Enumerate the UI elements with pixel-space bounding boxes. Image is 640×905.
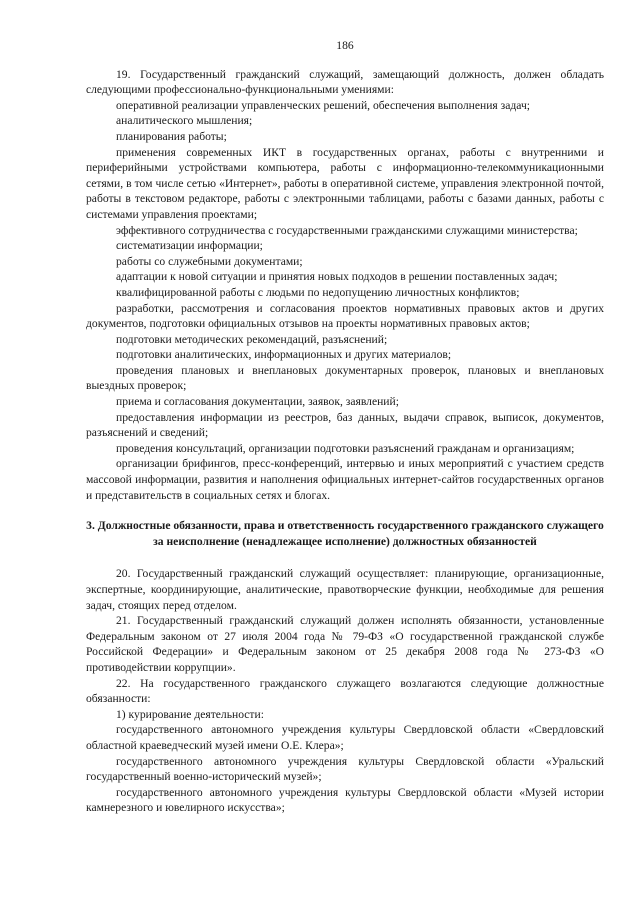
paragraph: государственного автономного учреждения культуры Свердловской области «Уральский государственный военно-исторический музей»; [86, 754, 604, 784]
paragraph: эффективного сотрудничества с государственными гражданскими служащими министерства; [116, 223, 578, 237]
paragraph: проведения плановых и внеплановых документарных проверок, плановых и внеплановых выездных проверок; [86, 363, 604, 393]
paragraph: государственного автономного учреждения культуры Свердловской области «Свердловский областной краеведческий музей имени О.Е. Клера»; [86, 723, 604, 752]
paragraph: 1) курирование деятельности: [116, 707, 264, 721]
paragraph: 19. Государственный гражданский служащий, замещающий должность, должен обладать следующими профессионально-функциональными умениями: [86, 67, 604, 97]
paragraph: адаптации к новой ситуации и принятия новых подходов в решении поставленных задач; [116, 270, 558, 284]
page-number: 186 [336, 39, 354, 52]
paragraph: систематизации информации; [116, 239, 263, 253]
paragraph: проведения консультаций, организации подготовки разъяснений гражданам и организациям; [116, 441, 575, 455]
paragraph: квалифицированной работы с людьми по недопущению личностных конфликтов; [116, 285, 520, 299]
paragraph: 20. Государственный гражданский служащий осуществляет: планирующие, организационные, экспертные, координирующие, аналитические, правотворческие функции, необходимые для решения задач, стоящих перед отделом. [86, 567, 604, 612]
paragraph: организации брифингов, пресс-конференций, интервью и иных мероприятий с участием средств массовой информации, развития и наполнения официальных интернет-сайтов государственных органов и представительств в социальных сетях и блогах. [86, 457, 604, 502]
paragraph: 22. На государственного гражданского служащего возлагаются следующие должностные обязанности: [86, 676, 604, 706]
paragraph: оперативной реализации управленческих решений, обеспечения выполнения задач; [116, 98, 531, 112]
paragraph: планирования работы; [116, 129, 227, 143]
paragraph: применения современных ИКТ в государственных органах, работы с внутренними и периферийными устройствами компьютера, работы с информационно-телекоммуникационными сетями, в том числе сетью «Интернет», работы в оперативной системе, управления электронной почтой, работы в текстовом редакторе, работы с электронными таблицами, работы с базами данных, работы с системами управления проектами; [86, 145, 604, 221]
paragraph: приема и согласования документации, заявок, заявлений; [116, 395, 399, 409]
section-heading: 3. Должностные обязанности, права и ответственность государственного гражданского служащего за неисполнение (ненадлежащее исполнение) должностных обязанностей [86, 519, 604, 548]
paragraph: государственного автономного учреждения культуры Свердловской области «Музей истории камнерезного и ювелирного искусства»; [86, 785, 604, 815]
paragraph: работы со служебными документами; [116, 254, 303, 268]
section-19 [86, 67, 604, 504]
paragraph: разработки, рассмотрения и согласования проектов нормативных правовых актов и других документов, подготовки официальных отзывов на проекты нормативных правовых актов; [86, 301, 604, 331]
section-20-22 [86, 566, 604, 816]
paragraph: предоставления информации из реестров, баз данных, выдачи справок, выписок, документов, разъяснений и сведений; [86, 410, 604, 440]
paragraph: подготовки аналитических, информационных и других материалов; [116, 348, 452, 362]
paragraph: аналитического мышления; [116, 114, 253, 128]
paragraph: подготовки методических рекомендаций, разъяснений; [116, 332, 388, 346]
paragraph: 21. Государственный гражданский служащий должен исполнять обязанности, установленные Федеральным законом от 27 июля 2004 года № 79-ФЗ «О государственной гражданской службе Российской Федерации» и Федеральным законом от 25 декабря 2008 года № 273-ФЗ «О противодействии коррупции». [86, 614, 604, 674]
